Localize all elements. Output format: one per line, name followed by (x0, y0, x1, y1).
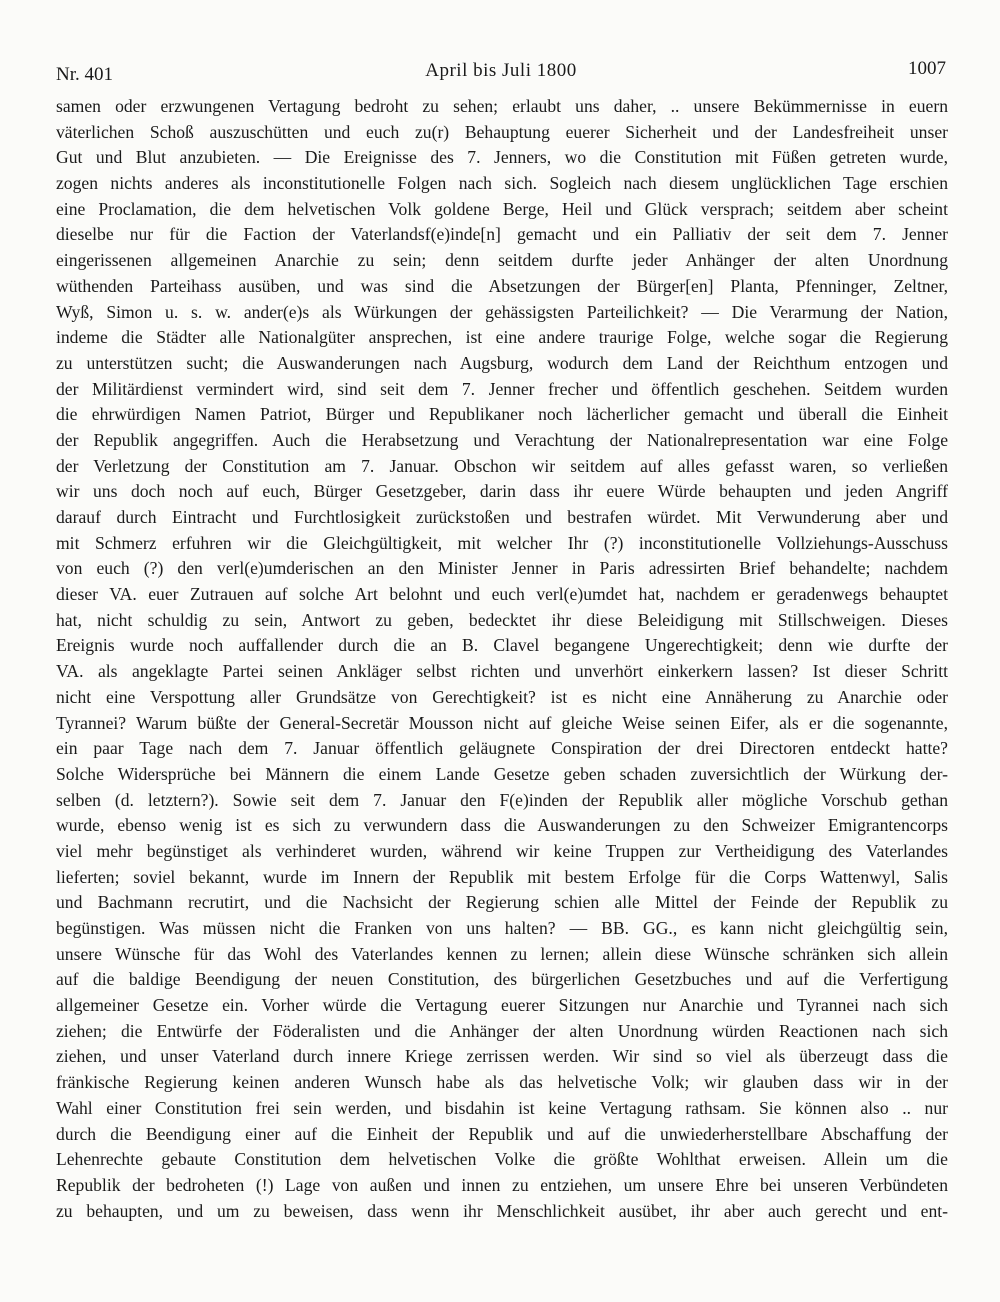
text-line: ziehen; die Entwürfe der Föderalisten und die Anhänger der alten Unordnung würden Reactionen nach sich (56, 1020, 948, 1041)
text-line: der Militärdienst vermindert wird, sind seit dem 7. Jenner frecher und öffentlich geschehen. Seitdem wurden (56, 378, 948, 399)
text-line: allgemeiner Gesetze ein. Vorher würde die Vertagung euerer Sitzungen nur Anarchie und Tyrannei nach sich (56, 995, 948, 1016)
page-number: 1007 (908, 58, 946, 79)
text-line: zu unterstützen sucht; die Auswanderungen nach Augsburg, wodurch dem Land der Reichthum entzogen und (56, 352, 948, 373)
text-line: wurde, ebenso wenig ist es sich zu verwundern dass die Auswanderungen zu den Schweizer Emigrantencorps (56, 815, 948, 836)
text-line: unsere Wünsche für das Wohl des Vaterlandes kennen zu lernen; allein diese Wünsche schränken sich allein (56, 943, 948, 964)
text-line: mit Schmerz erfuhren wir die Gleichgültigkeit, mit welcher Ihr (?) inconstitutionelle Vollziehungs-Ausschuss (56, 532, 948, 553)
running-title: April bis Juli 1800 (425, 60, 577, 81)
text-line: wüthenden Parteihass ausüben, und was sind die Absetzungen der Bürger[en] Planta, Pfenninger, Zeltner, (56, 275, 948, 296)
document-number: Nr. 401 (56, 64, 113, 85)
text-line: der Republik angegriffen. Auch die Herabsetzung und Verachtung der Nationalrepresentation war eine Folge (56, 429, 948, 450)
text-line: Solche Widersprüche bei Männern die einem Lande Gesetze geben schaden zuversichtlich der Würkung der- (56, 763, 948, 784)
body-text (56, 94, 948, 1224)
text-line: begünstigen. Was müssen nicht die Franken von uns halten? — BB. GG., es kann nicht gleichgültig sein, (56, 918, 948, 938)
text-line: ein paar Tage nach dem 7. Januar öffentlich geläugnete Conspiration der drei Directoren entdeckt hatte? (56, 738, 948, 759)
text-line: ziehen, und unser Vaterland durch innere Kriege zerrissen werden. Wir sind so viel als überzeugt dass die (56, 1046, 948, 1067)
text-line: wir uns doch noch auf euch, Bürger Gesetzgeber, darin dass ihr euere Würde behaupten und jeden Angriff (56, 481, 948, 502)
text-line: fränkische Regierung keinen anderen Wunsch habe als das helvetische Volk; wir glauben dass wir in der (56, 1072, 948, 1093)
text-line: nicht eine Verspottung aller Grundsätze von Gerechtigkeit? ist es nicht eine Annäherung zu Anarchie oder (56, 686, 948, 707)
page-header (56, 58, 946, 88)
text-line: Gut und Blut anzubieten. — Die Ereignisse des 7. Jenners, wo die Constitution mit Füßen getreten wurde, (56, 147, 948, 168)
text-line: Tyrannei? Warum büßte der General-Secretär Mousson nicht auf gleiche Weise seinen Eifer, als er die sogenannte, (56, 712, 948, 733)
text-line: Wahl einer Constitution frei sein werden, und bisdahin ist keine Vertagung rathsam. Sie können also .. nur (56, 1097, 948, 1118)
text-line: die ehrwürdigen Namen Patriot, Bürger und Republikaner noch lächerlicher gemacht und überall die Einheit (56, 404, 948, 425)
text-line: eine Proclamation, die dem helvetischen Volk goldene Berge, Heil und Glück versprach; seitdem aber scheint (56, 198, 948, 219)
text-line: von euch (?) den verl(e)umderischen an den Minister Jenner in Paris adressirten Brief behandelte; nachdem (56, 558, 948, 579)
text-line: dieser VA. euer Zutrauen auf solche Art belohnt und euch verl(e)umdet hat, nachdem er geradenwegs behauptet (56, 584, 948, 605)
text-line: dieselbe nur für die Faction der Vaterlandsf(e)inde[n] gemacht und ein Palliativ der seit dem 7. Jenner (56, 224, 948, 245)
text-line: der Verletzung der Constitution am 7. Januar. Obschon wir seitdem auf alles gefasst waren, so verließen (56, 455, 948, 476)
text-line: hat, nicht schuldig zu sein, Antwort zu geben, bedecktet ihr diese Beleidigung mit Stillschweigen. Dieses (56, 609, 948, 630)
text-line: Lehenrechte gebaute Constitution dem helvetischen Volke die größte Wohlthat erweisen. Allein um die (56, 1149, 948, 1170)
text-line: indeme die Städter alle Nationalgüter ansprechen, ist eine andere traurige Folge, welche sogar die Regierung (56, 327, 948, 348)
text-line: VA. als angeklagte Partei seinen Ankläger selbst richten und unverhört einkerkern lassen? Ist dieser Schritt (56, 661, 948, 682)
text-line: Ereignis wurde noch auffallender durch die an B. Clavel begangene Ungerechtigkeit; denn wie durfte der (56, 635, 948, 656)
text-line: väterlichen Schoß auszuschütten und euch zu(r) Behauptung euerer Sicherheit und der Landesfreiheit unser (56, 121, 948, 142)
text-line: eingerissenen allgemeinen Anarchie zu sein; denn seitdem durfte jeder Anhänger der alten Unordnung (56, 250, 948, 271)
text-line: auf die baldige Beendigung der neuen Constitution, des bürgerlichen Gesetzbuches und auf die Verfertigung (56, 969, 948, 990)
text-line: viel mehr begünstiget als verhinderet wurden, während wir keine Truppen zur Vertheidigung des Vaterlandes (56, 840, 948, 861)
text-line: durch die Beendigung einer auf die Einheit der Republik und auf die unwiederherstellbare Abschaffung der (56, 1123, 948, 1144)
text-line: Wyß, Simon u. s. w. ander(e)s als Würkungen der gehässigsten Parteilichkeit? — Die Verarmung der Nation, (56, 301, 948, 322)
text-line: Republik der bedroheten (!) Lage von außen und innen zu entziehen, um unsere Ehre bei unseren Verbündeten (56, 1174, 948, 1195)
text-line: samen oder erzwungenen Vertagung bedroht zu sehen; erlaubt uns daher, .. unsere Bekümmernisse in euern (56, 96, 948, 116)
text-line: selben (d. letztern?). Sowie seit dem 7. Januar den F(e)inden der Republik aller mögliche Vorschub gethan (56, 789, 948, 810)
text-line: lieferten; soviel bekannt, wurde im Innern der Republik mit bestem Erfolge für die Corps Wattenwyl, Salis (56, 866, 948, 887)
text-line: zogen nichts anderes als inconstitutionelle Folgen nach sich. Sogleich nach diesem unglücklichen Tage erschien (56, 173, 948, 194)
text-line: zu behaupten, und um zu beweisen, dass wenn ihr Menschlichkeit ausübet, ihr aber auch gerecht und ent- (56, 1200, 948, 1221)
text-line: darauf durch Eintracht und Furchtlosigkeit zurückstoßen und bestrafen würdet. Mit Verwunderung aber und (56, 507, 948, 527)
text-line: und Bachmann recrutirt, und die Nachsicht der Regierung schien alle Mittel der Feinde der Republik zu (56, 892, 948, 913)
